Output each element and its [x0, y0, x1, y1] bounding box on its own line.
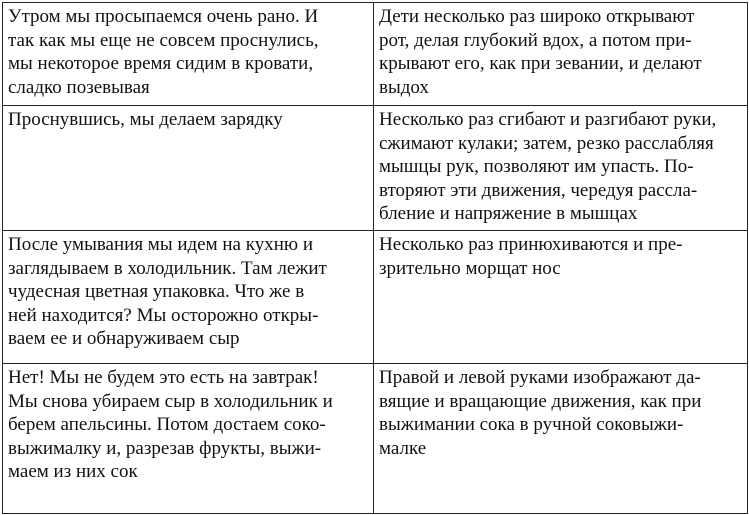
movement-text-cell: Дети несколько раз широко открывают рот, делая глубокий вдох, а потом при- крывают его, как при зевании, и делают выдох: [374, 3, 748, 106]
story-text-cell: После умывания мы идем на кухню и заглядываем в холодильник. Там лежит чудесная цветная упаковка. Что же в ней находится? Мы осторожно откры- ваем ее и обнаруживаем сыр: [3, 231, 374, 364]
table-row: [3, 3, 748, 106]
table-row: [3, 106, 748, 231]
table-row: [3, 364, 748, 514]
movement-text-cell: Правой и левой руками изображают да- вящие и вращающие движения, как при выжимании сока в ручной соковыжи- малке: [374, 364, 748, 514]
movement-text-cell: Несколько раз принюхиваются и пре- зрительно морщат нос: [374, 231, 748, 364]
story-text-cell: Утром мы просыпаемся очень рано. И так как мы еще не совсем проснулись, мы некоторое время сидим в кровати, сладко позевывая: [3, 3, 374, 106]
movement-text-cell: Несколько раз сгибают и разгибают руки, сжимают кулаки; затем, резко расслабляя мышцы рук, позволяют им упасть. По- вторяют эти движения, чередуя рассла- бление и напряжение в мышцах: [374, 106, 748, 231]
exercise-table: [2, 2, 748, 514]
table-row: [3, 231, 748, 364]
story-text-cell: Проснувшись, мы делаем зарядку: [3, 106, 374, 231]
story-text-cell: Нет! Мы не будем это есть на завтрак! Мы снова убираем сыр в холодильник и берем апельсины. Потом достаем соко- выжималку и, разрезав фрукты, выжи- маем из них сок: [3, 364, 374, 514]
